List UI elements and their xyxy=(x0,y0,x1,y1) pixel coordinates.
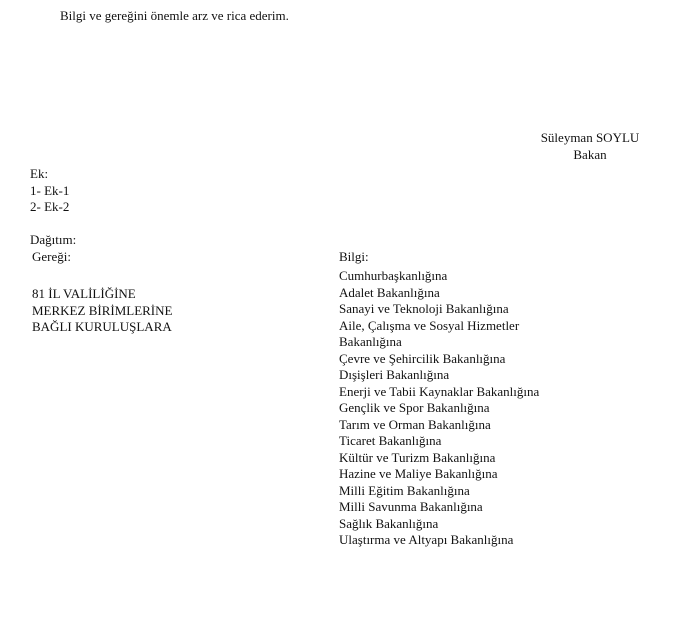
signatory-name: Süleyman SOYLU xyxy=(540,130,640,145)
signature-block xyxy=(520,130,660,163)
recipient-item: Cumhurbaşkanlığına xyxy=(339,268,448,283)
attachment-item: 1- Ek-1 xyxy=(30,182,70,198)
recipient-item: Enerji ve Tabii Kaynaklar Bakanlığına xyxy=(339,383,540,399)
action-recipients-list xyxy=(32,286,172,336)
recipient-item: Milli Eğitim Bakanlığına xyxy=(339,482,470,498)
recipient-item: Sanayi ve Teknoloji Bakanlığına xyxy=(339,301,509,316)
recipient-item: Bakanlığına xyxy=(339,334,402,349)
recipient-item: 81 İL VALİLİĞİNE xyxy=(32,286,136,301)
closing-sentence: Bilgi ve gereğini önemle arz ve rica ederim. xyxy=(60,8,289,23)
attachments-block xyxy=(30,166,69,216)
recipient-item: Kültür ve Turizm Bakanlığına xyxy=(339,449,496,465)
recipient-item: Tarım ve Orman Bakanlığına xyxy=(339,416,491,432)
recipient-item: Hazine ve Maliye Bakanlığına xyxy=(339,466,498,481)
recipient-item: Sağlık Bakanlığına xyxy=(339,515,439,531)
recipient-item: MERKEZ BİRİMLERİNE xyxy=(32,302,173,318)
recipient-item: Çevre ve Şehircilik Bakanlığına xyxy=(339,350,506,366)
info-recipients-list xyxy=(339,268,539,549)
recipient-item: Ulaştırma ve Altyapı Bakanlığına xyxy=(339,532,514,547)
attachments-label: Ek: xyxy=(30,166,49,181)
action-recipients-label: Gereği: xyxy=(32,249,71,264)
recipient-item: Dışişleri Bakanlığına xyxy=(339,367,450,382)
recipient-item: BAĞLI KURULUŞLARA xyxy=(32,319,172,334)
recipient-item: Adalet Bakanlığına xyxy=(339,284,440,300)
recipient-item: Milli Savunma Bakanlığına xyxy=(339,499,483,514)
recipient-item: Aile, Çalışma ve Sosyal Hizmetler xyxy=(339,317,520,333)
recipient-item: Gençlik ve Spor Bakanlığına xyxy=(339,400,490,415)
recipient-item: Ticaret Bakanlığına xyxy=(339,433,442,448)
distribution-label: Dağıtım: xyxy=(30,232,77,247)
attachment-item: 2- Ek-2 xyxy=(30,199,70,214)
info-recipients-label: Bilgi: xyxy=(339,249,369,264)
signatory-title: Bakan xyxy=(573,146,607,162)
